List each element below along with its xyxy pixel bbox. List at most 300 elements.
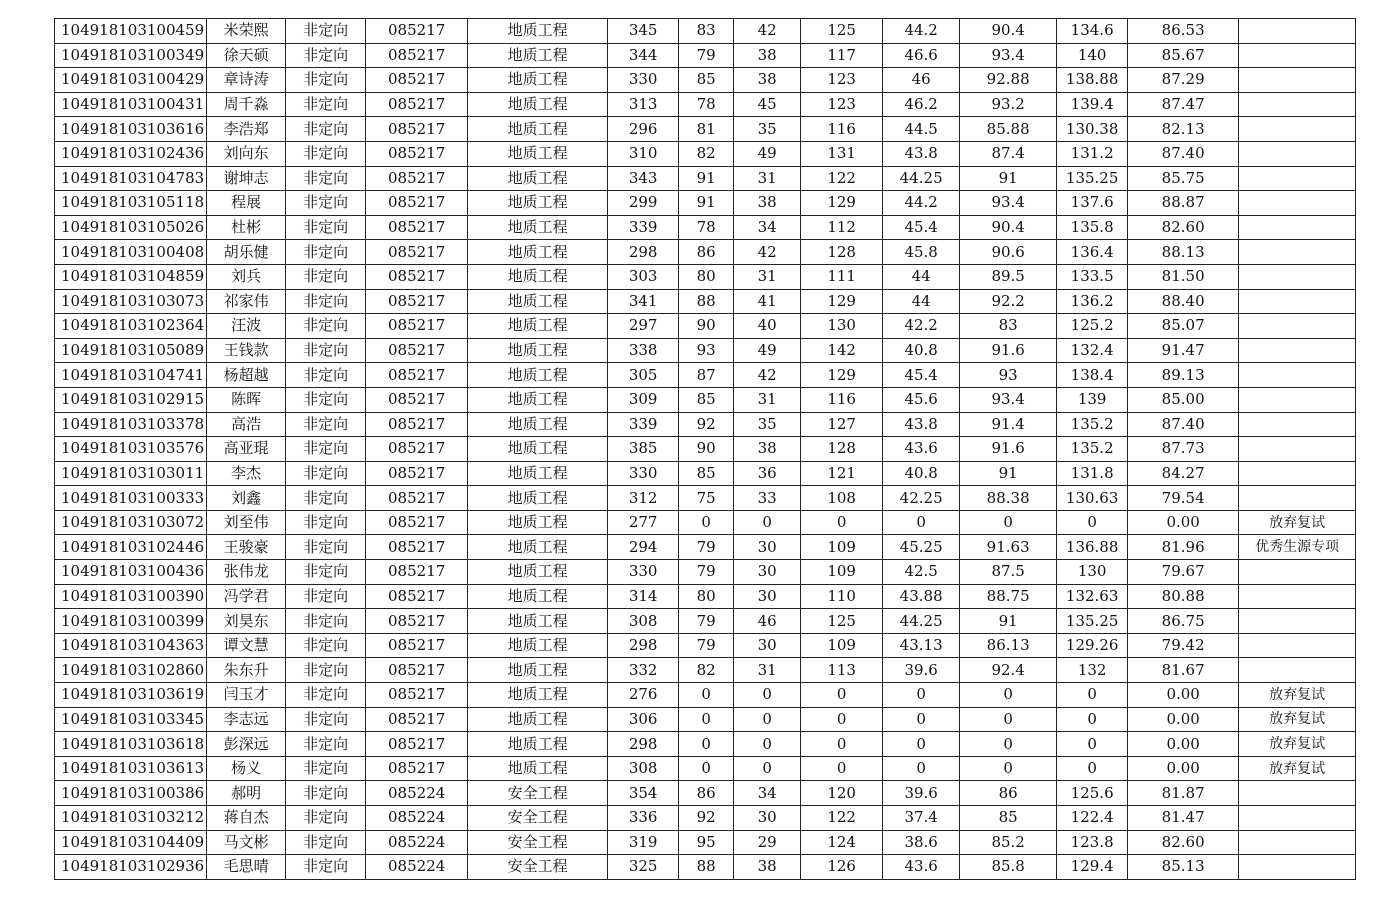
cell-initial-score: 345 [608,19,679,44]
cell-score-2: 0 [734,510,801,535]
cell-score-2: 36 [734,461,801,486]
cell-score-1: 0 [679,732,734,757]
cell-initial-score: 309 [608,387,679,412]
cell-score-1: 79 [679,633,734,658]
cell-score-4: 44 [883,264,960,289]
cell-score-6: 134.6 [1057,19,1128,44]
cell-initial-score: 385 [608,437,679,462]
cell-name: 彭深远 [207,732,286,757]
cell-score-2: 41 [734,289,801,314]
cell-candidate-id: 104918103103212 [55,806,207,831]
cell-initial-score: 305 [608,363,679,388]
cell-major-name: 地质工程 [468,215,608,240]
cell-major-code: 085224 [366,781,468,806]
cell-score-1: 90 [679,314,734,339]
cell-candidate-id: 104918103103073 [55,289,207,314]
cell-score-2: 29 [734,830,801,855]
table-row [55,510,1356,535]
cell-enrollment-type: 非定向 [286,683,366,708]
cell-score-1: 79 [679,535,734,560]
cell-total-score: 80.88 [1128,584,1239,609]
cell-score-5: 91.6 [960,338,1057,363]
cell-score-5: 91 [960,609,1057,634]
cell-score-6: 140 [1057,43,1128,68]
cell-score-6: 135.8 [1057,215,1128,240]
cell-score-4: 45.25 [883,535,960,560]
cell-score-5: 83 [960,314,1057,339]
table-row [55,68,1356,93]
cell-score-5: 0 [960,756,1057,781]
cell-major-name: 地质工程 [468,191,608,216]
cell-score-4: 0 [883,756,960,781]
cell-score-3: 129 [801,191,883,216]
cell-initial-score: 276 [608,683,679,708]
cell-score-5: 85.88 [960,117,1057,142]
cell-name: 闫玉才 [207,683,286,708]
table-row [55,609,1356,634]
cell-enrollment-type: 非定向 [286,633,366,658]
cell-initial-score: 330 [608,68,679,93]
cell-score-6: 133.5 [1057,264,1128,289]
cell-note [1239,19,1356,44]
cell-major-name: 地质工程 [468,264,608,289]
cell-total-score: 79.54 [1128,486,1239,511]
cell-note [1239,658,1356,683]
cell-major-name: 地质工程 [468,240,608,265]
cell-major-name: 地质工程 [468,609,608,634]
cell-score-5: 0 [960,732,1057,757]
cell-score-6: 136.2 [1057,289,1128,314]
cell-note [1239,461,1356,486]
cell-total-score: 81.67 [1128,658,1239,683]
cell-total-score: 0.00 [1128,756,1239,781]
cell-candidate-id: 104918103100333 [55,486,207,511]
table-row [55,289,1356,314]
cell-total-score: 86.75 [1128,609,1239,634]
cell-score-3: 122 [801,166,883,191]
cell-score-5: 89.5 [960,264,1057,289]
cell-enrollment-type: 非定向 [286,117,366,142]
cell-score-6: 135.2 [1057,412,1128,437]
cell-score-4: 44.5 [883,117,960,142]
cell-score-3: 120 [801,781,883,806]
table-row [55,806,1356,831]
table-row [55,363,1356,388]
cell-score-6: 0 [1057,683,1128,708]
cell-name: 谢坤志 [207,166,286,191]
cell-initial-score: 298 [608,732,679,757]
cell-score-2: 35 [734,412,801,437]
cell-score-4: 43.8 [883,412,960,437]
cell-total-score: 85.13 [1128,855,1239,880]
cell-major-name: 地质工程 [468,560,608,585]
cell-note [1239,314,1356,339]
cell-score-1: 75 [679,486,734,511]
cell-major-code: 085217 [366,683,468,708]
cell-score-6: 135.25 [1057,166,1128,191]
cell-score-3: 0 [801,756,883,781]
cell-enrollment-type: 非定向 [286,830,366,855]
cell-score-2: 42 [734,240,801,265]
cell-name: 蒋自杰 [207,806,286,831]
cell-score-4: 40.8 [883,338,960,363]
cell-enrollment-type: 非定向 [286,732,366,757]
cell-score-3: 130 [801,314,883,339]
table-row [55,781,1356,806]
cell-major-name: 地质工程 [468,92,608,117]
cell-initial-score: 341 [608,289,679,314]
cell-score-5: 93.2 [960,92,1057,117]
cell-score-4: 44.25 [883,609,960,634]
cell-name: 刘鑫 [207,486,286,511]
cell-note [1239,92,1356,117]
cell-major-code: 085217 [366,633,468,658]
cell-major-name: 地质工程 [468,289,608,314]
cell-major-code: 085217 [366,314,468,339]
table-row [55,43,1356,68]
cell-enrollment-type: 非定向 [286,412,366,437]
cell-score-4: 46.2 [883,92,960,117]
cell-candidate-id: 104918103102446 [55,535,207,560]
table-row [55,314,1356,339]
cell-score-2: 31 [734,658,801,683]
cell-enrollment-type: 非定向 [286,781,366,806]
table-row [55,707,1356,732]
cell-major-name: 安全工程 [468,830,608,855]
cell-score-5: 92.4 [960,658,1057,683]
cell-major-name: 地质工程 [468,412,608,437]
cell-score-6: 132 [1057,658,1128,683]
cell-major-code: 085217 [366,510,468,535]
cell-name: 刘兵 [207,264,286,289]
cell-score-4: 45.8 [883,240,960,265]
cell-note [1239,43,1356,68]
cell-score-3: 112 [801,215,883,240]
table-row [55,92,1356,117]
table-row [55,240,1356,265]
cell-score-6: 130.63 [1057,486,1128,511]
cell-score-6: 135.25 [1057,609,1128,634]
cell-major-code: 085224 [366,806,468,831]
cell-enrollment-type: 非定向 [286,215,366,240]
cell-initial-score: 330 [608,560,679,585]
cell-note [1239,166,1356,191]
cell-name: 李浩郑 [207,117,286,142]
table-row [55,855,1356,880]
table-row [55,264,1356,289]
cell-score-3: 131 [801,141,883,166]
table-row [55,560,1356,585]
cell-score-1: 81 [679,117,734,142]
cell-enrollment-type: 非定向 [286,806,366,831]
cell-score-3: 124 [801,830,883,855]
cell-candidate-id: 104918103100349 [55,43,207,68]
table-row [55,535,1356,560]
cell-score-5: 87.4 [960,141,1057,166]
cell-candidate-id: 104918103103619 [55,683,207,708]
cell-enrollment-type: 非定向 [286,289,366,314]
cell-major-code: 085224 [366,855,468,880]
cell-major-code: 085217 [366,166,468,191]
cell-enrollment-type: 非定向 [286,387,366,412]
cell-score-1: 91 [679,191,734,216]
cell-name: 冯学君 [207,584,286,609]
cell-score-4: 40.8 [883,461,960,486]
cell-note [1239,141,1356,166]
cell-enrollment-type: 非定向 [286,437,366,462]
cell-score-1: 85 [679,68,734,93]
cell-note [1239,240,1356,265]
cell-enrollment-type: 非定向 [286,240,366,265]
cell-score-3: 116 [801,387,883,412]
cell-note [1239,363,1356,388]
cell-candidate-id: 104918103100386 [55,781,207,806]
table-row [55,191,1356,216]
cell-total-score: 79.67 [1128,560,1239,585]
cell-score-3: 109 [801,633,883,658]
cell-note [1239,338,1356,363]
cell-name: 高浩 [207,412,286,437]
cell-score-1: 82 [679,658,734,683]
cell-enrollment-type: 非定向 [286,264,366,289]
cell-name: 程展 [207,191,286,216]
cell-score-1: 92 [679,412,734,437]
cell-major-code: 085217 [366,363,468,388]
cell-initial-score: 344 [608,43,679,68]
cell-total-score: 87.40 [1128,141,1239,166]
cell-score-2: 33 [734,486,801,511]
cell-total-score: 88.40 [1128,289,1239,314]
cell-score-5: 0 [960,683,1057,708]
cell-score-4: 43.6 [883,437,960,462]
cell-score-5: 86 [960,781,1057,806]
cell-score-5: 91 [960,166,1057,191]
cell-score-1: 85 [679,461,734,486]
cell-name: 杜彬 [207,215,286,240]
cell-major-code: 085217 [366,191,468,216]
cell-candidate-id: 104918103100408 [55,240,207,265]
cell-total-score: 88.13 [1128,240,1239,265]
cell-major-code: 085217 [366,732,468,757]
cell-score-2: 45 [734,92,801,117]
cell-score-2: 38 [734,191,801,216]
cell-candidate-id: 104918103102436 [55,141,207,166]
cell-major-name: 安全工程 [468,781,608,806]
cell-score-6: 131.2 [1057,141,1128,166]
cell-note [1239,215,1356,240]
cell-score-4: 45.4 [883,363,960,388]
cell-major-name: 地质工程 [468,535,608,560]
cell-initial-score: 310 [608,141,679,166]
cell-score-6: 137.6 [1057,191,1128,216]
cell-score-4: 0 [883,707,960,732]
cell-score-1: 87 [679,363,734,388]
cell-major-code: 085217 [366,43,468,68]
cell-total-score: 0.00 [1128,510,1239,535]
cell-major-name: 地质工程 [468,683,608,708]
cell-score-3: 109 [801,560,883,585]
cell-score-1: 78 [679,215,734,240]
cell-score-4: 45.4 [883,215,960,240]
table-row [55,141,1356,166]
cell-major-code: 085217 [366,658,468,683]
cell-score-1: 93 [679,338,734,363]
cell-major-name: 地质工程 [468,732,608,757]
cell-score-3: 108 [801,486,883,511]
cell-score-6: 125.2 [1057,314,1128,339]
cell-major-name: 地质工程 [468,338,608,363]
cell-note: 放弃复试 [1239,683,1356,708]
cell-major-code: 085217 [366,92,468,117]
cell-score-3: 0 [801,683,883,708]
cell-score-6: 0 [1057,707,1128,732]
cell-score-1: 0 [679,683,734,708]
cell-total-score: 81.47 [1128,806,1239,831]
cell-score-6: 129.4 [1057,855,1128,880]
cell-total-score: 91.47 [1128,338,1239,363]
cell-score-6: 138.4 [1057,363,1128,388]
cell-major-name: 地质工程 [468,363,608,388]
cell-note [1239,117,1356,142]
cell-score-1: 78 [679,92,734,117]
cell-initial-score: 339 [608,412,679,437]
cell-note [1239,387,1356,412]
cell-name: 徐天硕 [207,43,286,68]
cell-score-1: 88 [679,855,734,880]
table-row [55,683,1356,708]
cell-score-3: 128 [801,240,883,265]
cell-major-name: 安全工程 [468,806,608,831]
cell-score-3: 126 [801,855,883,880]
cell-score-5: 93.4 [960,43,1057,68]
cell-major-name: 地质工程 [468,584,608,609]
cell-score-1: 91 [679,166,734,191]
cell-initial-score: 308 [608,756,679,781]
cell-total-score: 85.00 [1128,387,1239,412]
cell-major-code: 085217 [366,289,468,314]
cell-score-2: 42 [734,363,801,388]
cell-enrollment-type: 非定向 [286,756,366,781]
cell-score-3: 123 [801,68,883,93]
cell-major-name: 地质工程 [468,314,608,339]
cell-score-3: 113 [801,658,883,683]
cell-major-code: 085217 [366,756,468,781]
cell-score-5: 91.63 [960,535,1057,560]
cell-enrollment-type: 非定向 [286,191,366,216]
cell-score-5: 88.75 [960,584,1057,609]
cell-score-4: 43.88 [883,584,960,609]
cell-score-5: 0 [960,707,1057,732]
cell-score-5: 92.2 [960,289,1057,314]
cell-name: 周千淼 [207,92,286,117]
table-row [55,412,1356,437]
cell-major-code: 085217 [366,68,468,93]
cell-note [1239,68,1356,93]
cell-major-name: 地质工程 [468,43,608,68]
table-row [55,756,1356,781]
cell-name: 祁家伟 [207,289,286,314]
cell-score-1: 0 [679,510,734,535]
cell-candidate-id: 104918103104859 [55,264,207,289]
cell-name: 李杰 [207,461,286,486]
cell-score-4: 43.8 [883,141,960,166]
cell-score-5: 93 [960,363,1057,388]
cell-score-2: 49 [734,338,801,363]
cell-total-score: 87.40 [1128,412,1239,437]
cell-score-1: 88 [679,289,734,314]
cell-score-6: 131.8 [1057,461,1128,486]
cell-note [1239,830,1356,855]
cell-major-code: 085217 [366,461,468,486]
cell-name: 刘昊东 [207,609,286,634]
cell-note: 放弃复试 [1239,756,1356,781]
cell-major-code: 085217 [366,240,468,265]
cell-major-code: 085217 [366,535,468,560]
cell-candidate-id: 104918103103576 [55,437,207,462]
cell-initial-score: 325 [608,855,679,880]
cell-candidate-id: 104918103104783 [55,166,207,191]
cell-total-score: 0.00 [1128,683,1239,708]
cell-score-4: 44.2 [883,19,960,44]
cell-candidate-id: 104918103103011 [55,461,207,486]
cell-score-2: 31 [734,264,801,289]
cell-score-3: 128 [801,437,883,462]
cell-score-4: 43.6 [883,855,960,880]
cell-score-6: 130 [1057,560,1128,585]
cell-score-4: 42.5 [883,560,960,585]
cell-score-2: 49 [734,141,801,166]
cell-enrollment-type: 非定向 [286,68,366,93]
cell-score-4: 38.6 [883,830,960,855]
cell-candidate-id: 104918103100399 [55,609,207,634]
cell-score-2: 42 [734,19,801,44]
cell-initial-score: 330 [608,461,679,486]
cell-score-2: 31 [734,387,801,412]
cell-initial-score: 336 [608,806,679,831]
cell-score-4: 43.13 [883,633,960,658]
cell-score-2: 30 [734,535,801,560]
cell-score-5: 87.5 [960,560,1057,585]
cell-score-3: 0 [801,732,883,757]
cell-initial-score: 306 [608,707,679,732]
cell-score-5: 91.4 [960,412,1057,437]
cell-initial-score: 303 [608,264,679,289]
cell-total-score: 87.73 [1128,437,1239,462]
cell-initial-score: 338 [608,338,679,363]
cell-enrollment-type: 非定向 [286,535,366,560]
cell-major-code: 085217 [366,141,468,166]
cell-name: 王骏豪 [207,535,286,560]
cell-score-1: 85 [679,387,734,412]
cell-score-6: 136.88 [1057,535,1128,560]
cell-note [1239,609,1356,634]
cell-score-5: 90.4 [960,19,1057,44]
cell-major-code: 085217 [366,560,468,585]
table-row [55,461,1356,486]
cell-enrollment-type: 非定向 [286,43,366,68]
cell-major-code: 085217 [366,387,468,412]
cell-total-score: 82.60 [1128,830,1239,855]
cell-enrollment-type: 非定向 [286,461,366,486]
cell-candidate-id: 104918103103378 [55,412,207,437]
cell-total-score: 79.42 [1128,633,1239,658]
cell-score-4: 45.6 [883,387,960,412]
table-row [55,338,1356,363]
cell-score-6: 139.4 [1057,92,1128,117]
cell-score-5: 85.2 [960,830,1057,855]
cell-score-3: 125 [801,19,883,44]
cell-name: 谭文慧 [207,633,286,658]
